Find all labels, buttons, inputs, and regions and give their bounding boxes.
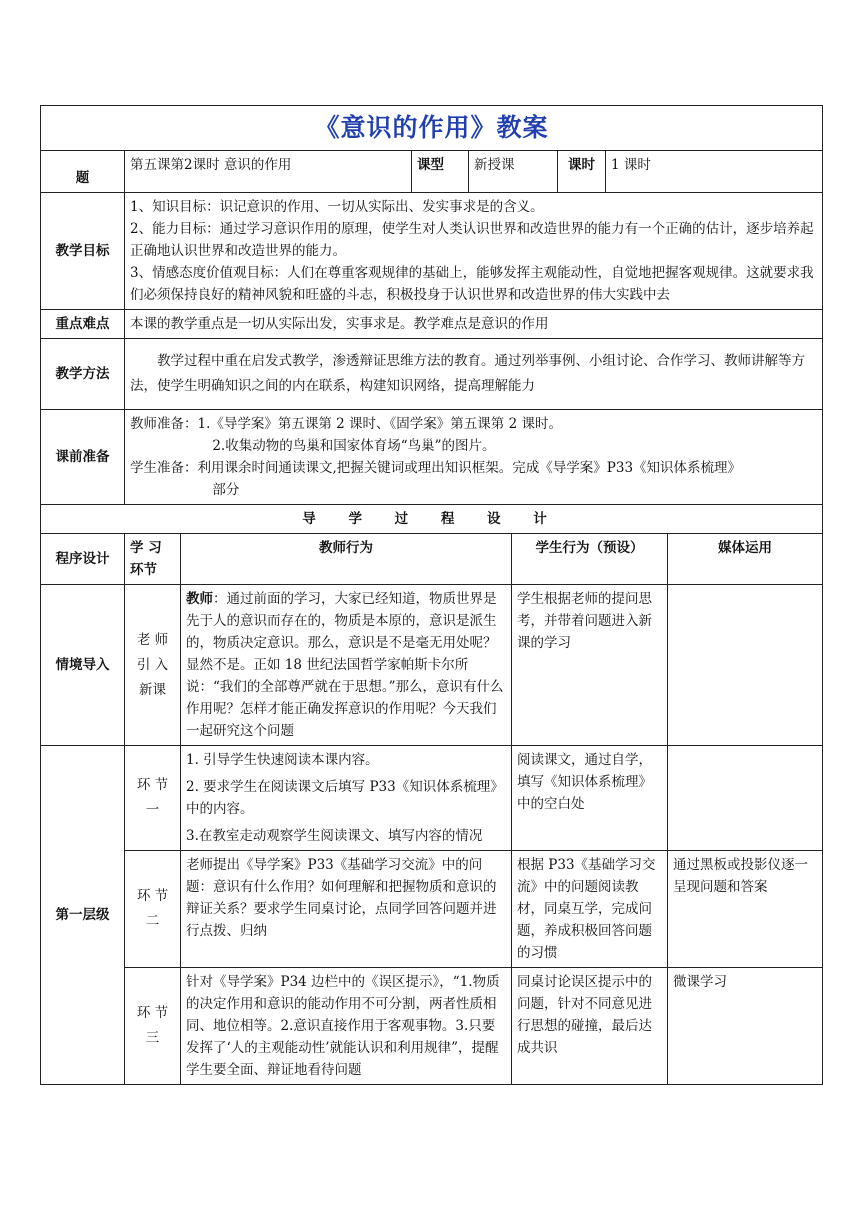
method-content: [125, 339, 823, 410]
hours-label: 课时: [558, 151, 606, 193]
topic-value: 第五课第2课时 意识的作用: [125, 151, 412, 193]
step2-stage: 环 节 二: [125, 851, 181, 968]
intro-student: 学生根据老师的提问思考，并带着问题进入新课的学习: [512, 585, 668, 746]
method-label: 教学方法: [41, 339, 125, 410]
prep-content: [125, 410, 823, 505]
header-teacher: 教师行为: [181, 534, 512, 585]
level1-program: 第一层级: [41, 746, 125, 1085]
header-media: 媒体运用: [668, 534, 823, 585]
prep-teacher-line: 教师准备：1.《导学案》第五课第 2 课时、《固学案》第五课第 2 课时。: [130, 416, 562, 432]
step3-student: 同桌讨论误区提示中的问题，针对不同意见进行思想的碰撞，最后达成共识: [512, 968, 668, 1085]
prep-label: 课前准备: [41, 410, 125, 505]
type-label: 课型: [412, 151, 469, 193]
process-section-title: 导 学 过 程 设 计: [41, 505, 823, 534]
intro-teacher-text: ：通过前面的学习，大家已经知道，物质世界是先于人的意识而存在的，物质是本原的，意识是派生的，物质决定意识。那么，意识是不是毫无用处呢？显然不是。正如 18 世纪法国哲学家帕斯卡尔所说：“我们的全部尊严就在于思想。”那么，意识有什么作用呢？怎样才能正确发挥意识的作用呢？今天我们一起研究这个问题: [186, 591, 504, 739]
goals-label: 教学目标: [41, 193, 125, 310]
goal-line: 1、知识目标：识记意识的作用、一切从实际出、发实事求是的含义。: [130, 199, 544, 215]
step1-teacher-line: 1. 引导学生快速阅读本课内容。: [186, 752, 379, 768]
step1-media: [668, 746, 823, 851]
header-student: 学生行为（预设）: [512, 534, 668, 585]
step1-student: 阅读课文，通过自学，填写《知识体系梳理》中的空白处: [512, 746, 668, 851]
page-title: 《意识的作用》教案: [41, 106, 823, 151]
step2-teacher: 老师提出《导学案》P33《基础学习交流》中的问题：意识有什么作用？如何理解和把握物质和意识的辩证关系？要求学生同桌讨论，点同学回答问题并进行点拨、归纳: [181, 851, 512, 968]
goal-line: 2、能力目标：通过学习意识作用的原理，使学生对人类认识世界和改造世界的能力有一个正确的估计，逐步培养起正确地认识世界和改造世界的能力。: [130, 221, 814, 259]
prep-student-line: 学生准备：利用课余时间通读课文,把握关键词或理出知识框架。完成《导学案》P33《知识体系梳理》: [130, 460, 742, 476]
step2-media: 通过黑板或投影仪逐一呈现问题和答案: [668, 851, 823, 968]
hours-value: 1 课时: [606, 151, 823, 193]
prep-teacher-line: 2.收集动物的鸟巢和国家体育场“鸟巢”的图片。: [212, 438, 496, 454]
header-program: 程序设计: [41, 534, 125, 585]
method-text: 教学过程中重在启发式教学，渗透辩证思维方法的教育。通过列举事例、小组讨论、合作学习、教师讲解等方法，使学生明确知识之间的内在联系，构建知识网络，提高理解能力: [130, 353, 805, 394]
intro-media: [668, 585, 823, 746]
intro-teacher: [181, 585, 512, 746]
step1-stage: 环 节 一: [125, 746, 181, 851]
step1-teacher-line: 2. 要求学生在阅读课文后填写 P33《知识体系梳理》中的内容。: [186, 779, 504, 817]
type-value: 新授课: [469, 151, 558, 193]
step3-teacher: 针对《导学案》P34 边栏中的《误区提示》，“1.物质的决定作用和意识的能动作用不可分割，两者性质相同、地位相等。2.意识直接作用于客观事物。3.只要发挥了‘人的主观能动性’就能认识和利用规律”，提醒学生要全面、辩证地看待问题: [181, 968, 512, 1085]
intro-program: 情境导入: [41, 585, 125, 746]
step1-teacher: [181, 746, 512, 851]
keypoints-label: 重点难点: [41, 310, 125, 339]
intro-stage: 老 师 引 入 新课: [125, 585, 181, 746]
prep-student-line: 部分: [212, 482, 240, 498]
goal-line: 3、情感态度价值观目标：人们在尊重客观规律的基础上，能够发挥主观能动性，自觉地把握客观规律。这就要求我们必须保持良好的精神风貌和旺盛的斗志，积极投身于认识世界和改造世界的伟大实践中去: [130, 265, 814, 303]
lesson-plan-table: [40, 105, 823, 1085]
header-stage: 学 习 环节: [125, 534, 181, 585]
teacher-name-label: 教师: [186, 591, 213, 607]
step1-teacher-line: 3.在教室走动观察学生阅读课文、填写内容的情况: [186, 828, 483, 844]
step3-stage: 环 节 三: [125, 968, 181, 1085]
step3-media: 微课学习: [668, 968, 823, 1085]
keypoints-text: 本课的教学重点是一切从实际出发，实事求是。教学难点是意识的作用: [125, 310, 823, 339]
goals-content: [125, 193, 823, 310]
step2-student: 根据 P33《基础学习交流》中的问题阅读教材，同桌互学，完成问题，养成积极回答问题的习惯: [512, 851, 668, 968]
topic-label: 题: [41, 151, 125, 193]
lesson-plan-document: [40, 105, 822, 1085]
